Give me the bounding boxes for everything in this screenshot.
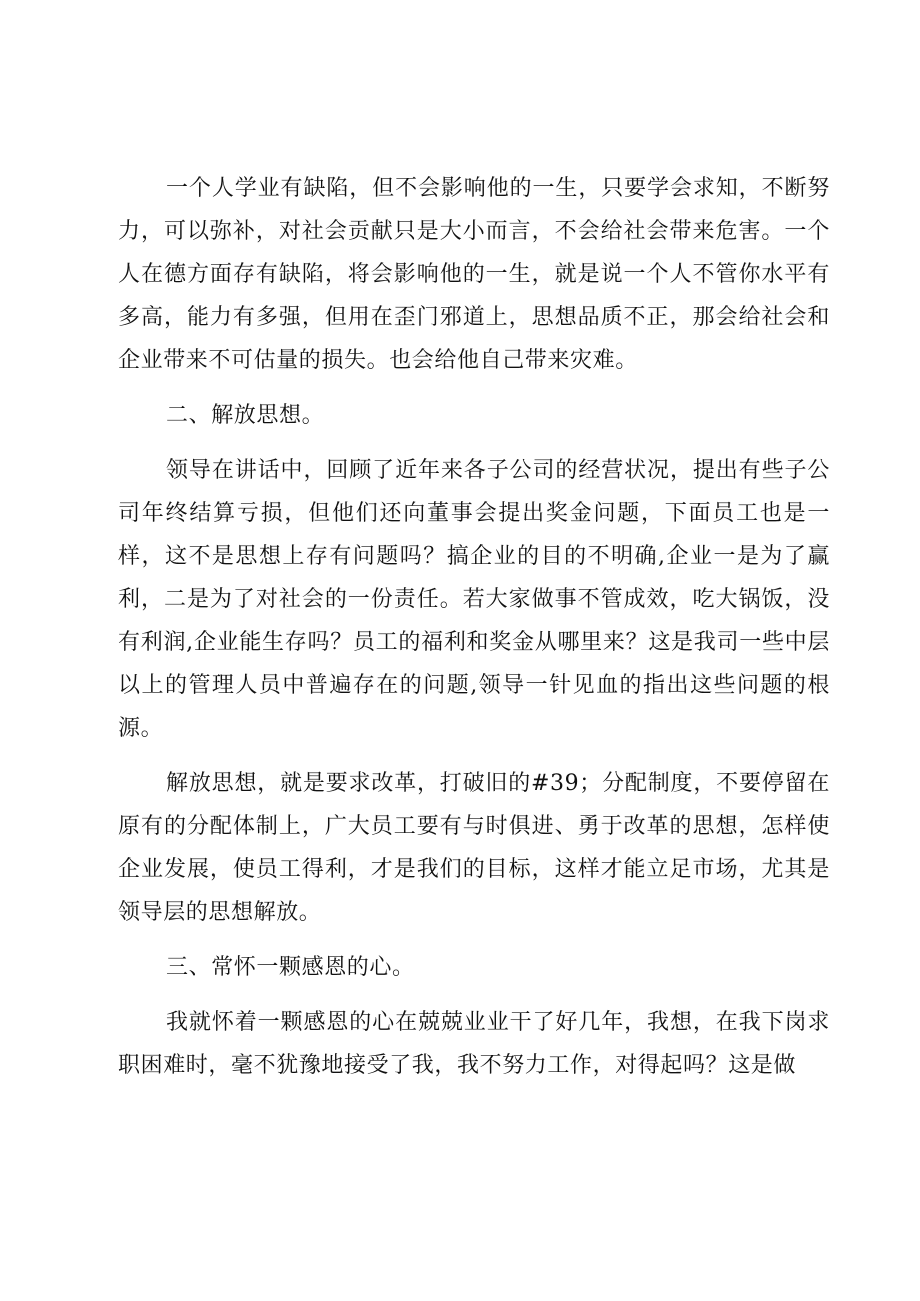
paragraph-moral-defects: 一个人学业有缺陷，但不会影响他的一生，只要学会求知，不断努力，可以弥补，对社会贡献只是大小而言，不会给社会带来危害。一个人在德方面存有缺陷，将会影响他的一生，就是说一个人不管你水平有多高，能力有多强，但用在歪门邪道上，思想品质不正，那会给社会和企业带来不可估量的损失。也会给他自己带来灾难。 [118, 176, 830, 373]
paragraph-gratitude: 我就怀着一颗感恩的心在兢兢业业干了好几年，我想，在我下岗求职困难时，毫不犹豫地接受了我，我不努力工作，对得起吗？这是做 [118, 1010, 830, 1078]
document-body [118, 167, 830, 1099]
section-heading-gratitude: 三、常怀一颗感恩的心。 [166, 955, 415, 980]
paragraph-leadership-speech: 领导在讲话中，回顾了近年来各子公司的经营状况，提出有些子公司年终结算亏损，但他们还向董事会提出奖金问题，下面员工也是一样，这不是思想上存有问题吗？搞企业的目的不明确,企业一是为了赢利，二是为了对社会的一份责任。若大家做事不管成效，吃大锅饭，没有利润,企业能生存吗？员工的福利和奖金从哪里来？这是我司一些中层以上的管理人员中普遍存在的问题,领导一针见血的指出这些问题的根源。 [118, 458, 830, 741]
paragraph-reform: 解放思想，就是要求改革，打破旧的#39；分配制度，不要停留在原有的分配体制上，广大员工要有与时俱进、勇于改革的思想，怎样使企业发展，使员工得利，才是我们的目标，这样才能立足市场，尤其是领导层的思想解放。 [118, 771, 830, 925]
section-heading-liberate-thinking: 二、解放思想。 [166, 403, 325, 428]
